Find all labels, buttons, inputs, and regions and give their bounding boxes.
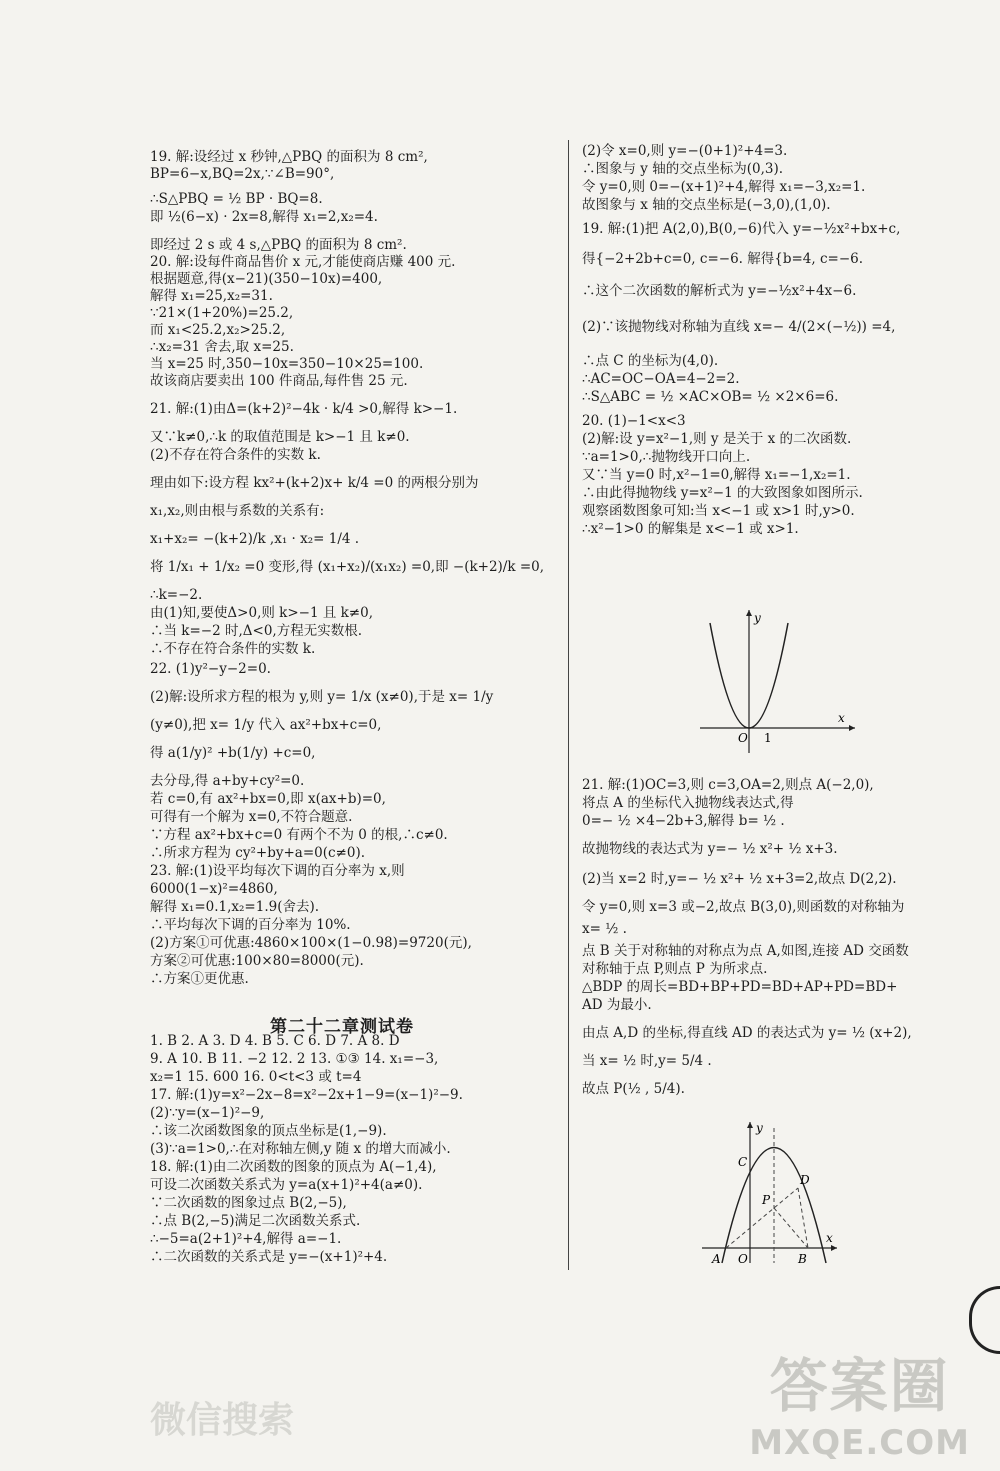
x-axis-arrow (849, 725, 855, 731)
left-lines-line: 20. 解:设每件商品售价 x 元,才能使商店赚 400 元. (150, 254, 456, 270)
test-lines-line: 可设二次函数关系式为 y=a(x+1)²+4(a≠0). (150, 1177, 423, 1193)
left-lines-line: x₁+x₂= −(k+2)/k ,x₁ · x₂= 1/4 . (150, 531, 360, 547)
x-axis-arrow (831, 1245, 837, 1251)
right-top-line: ∴这个二次函数的解析式为 y=−½x²+4x−6. (582, 283, 857, 299)
left-lines-line: BP=6−x,BQ=2x,∵∠B=90°, (150, 166, 335, 182)
test-lines-line: x₂=1 15. 600 16. 0<t<3 或 t=4 (150, 1069, 362, 1085)
test-lines-line: 9. A 10. B 11. −2 12. 2 13. ①③ 14. x₁=−3, (150, 1051, 439, 1067)
right-top-line: ∴x²−1>0 的解集是 x<−1 或 x>1. (582, 521, 799, 537)
watermark-url: MXQE.COM (749, 1423, 970, 1463)
left-lines-line: 即 ½(6−x) · 2x=8,解得 x₁=2,x₂=4. (150, 209, 378, 225)
graph-parabola-x2-minus-1 (700, 608, 860, 758)
column-divider (568, 140, 569, 1270)
x-axis-label: x (826, 1231, 833, 1245)
right-top-line: 观察函数图象可知:当 x<−1 或 x>1 时,y>0. (582, 503, 855, 519)
left-lines-line: 6000(1−x)²=4860, (150, 881, 278, 897)
test-lines-line: 18. 解:(1)由二次函数的图象的顶点为 A(−1,4), (150, 1159, 437, 1175)
left-lines-line: 得 a(1/y)² +b(1/y) +c=0, (150, 745, 316, 761)
left-lines-line: 将 1/x₁ + 1/x₂ =0 变形,得 (x₁+x₂)/(x₁x₂) =0,即 −(k+2)/k =0, (150, 559, 545, 575)
point-p-label: P (762, 1193, 771, 1207)
origin-label: O (738, 1252, 748, 1266)
test-lines-line: 17. 解:(1)y=x²−2x−8=x²−2x+1−9=(x−1)²−9. (150, 1087, 463, 1103)
left-lines-line: 19. 解:设经过 x 秒钟,△PBQ 的面积为 8 cm², (150, 149, 428, 165)
left-lines-line: 若 c=0,有 ax²+bx=0,即 x(ax+b)=0, (150, 791, 386, 807)
right-top-line: 令 y=0,则 0=−(x+1)²+4,解得 x₁=−3,x₂=1. (582, 179, 866, 195)
left-lines-line: 故该商店要卖出 100 件商品,每件售 25 元. (150, 373, 408, 389)
right-mid-line: 对称轴于点 P,则点 P 为所求点. (582, 961, 768, 977)
left-lines-line: x₁,x₂,则由根与系数的关系有: (150, 503, 325, 519)
y-axis-arrow (747, 1122, 753, 1128)
right-mid-line: 由点 A,D 的坐标,得直线 AD 的表达式为 y= ½ (x+2), (582, 1025, 912, 1041)
right-top-line: 故图象与 x 轴的交点坐标是(−3,0),(1,0). (582, 197, 831, 213)
page-corner-tab (969, 1286, 1000, 1354)
left-lines-line: 即经过 2 s 或 4 s,△PBQ 的面积为 8 cm². (150, 237, 407, 253)
test-lines-line: ∴二次函数的关系式是 y=−(x+1)²+4. (150, 1249, 388, 1265)
left-lines-line: 又∵k≠0,∴k 的取值范围是 k>−1 且 k≠0. (150, 429, 410, 445)
left-lines-line: (2)不存在符合条件的实数 k. (150, 447, 321, 463)
left-lines-line: ∴当 k=−2 时,Δ<0,方程无实数根. (150, 623, 362, 639)
right-mid-line: △BDP 的周长=BD+BP+PD=BD+AP+PD=BD+ (582, 979, 898, 995)
left-lines-line: 解得 x₁=0.1,x₂=1.9(舍去). (150, 899, 320, 915)
watermark-logo-text: 答案圈 (769, 1352, 950, 1420)
left-lines-line: ∴x₂=31 舍去,取 x=25. (150, 339, 294, 355)
right-mid-line: (2)当 x=2 时,y=− ½ x²+ ½ x+3=2,故点 D(2,2). (582, 871, 897, 887)
right-mid-line: 故抛物线的表达式为 y=− ½ x²+ ½ x+3. (582, 841, 838, 857)
left-lines-line: 22. (1)y²−y−2=0. (150, 661, 271, 677)
right-top-line: 又∵当 y=0 时,x²−1=0,解得 x₁=−1,x₂=1. (582, 467, 851, 483)
right-top-line: 19. 解:(1)把 A(2,0),B(0,−6)代入 y=−½x²+bx+c, (582, 221, 901, 237)
right-top-line: ∴由此得抛物线 y=x²−1 的大致图象如图所示. (582, 485, 863, 501)
left-lines-line: ∴k=−2. (150, 587, 203, 603)
right-top-line: (2)令 x=0,则 y=−(0+1)²+4=3. (582, 143, 788, 159)
left-lines-line: 解得 x₁=25,x₂=31. (150, 288, 273, 304)
right-top-line: ∴点 C 的坐标为(4,0). (582, 353, 719, 369)
y-axis-label: y (756, 1121, 763, 1135)
test-lines-line: ∴−5=a(2+1)²+4,解得 a=−1. (150, 1231, 342, 1247)
y-axis-label: y (754, 611, 761, 625)
point-c-label: C (738, 1155, 748, 1169)
right-top-line: ∵a=1>0,∴抛物线开口向上. (582, 449, 751, 465)
left-lines-line: ∴S△PBQ = ½ BP · BQ=8. (150, 191, 323, 207)
left-lines-line: ∴不存在符合条件的实数 k. (150, 641, 316, 657)
origin-label: O (738, 731, 748, 745)
right-mid-line: 当 x= ½ 时,y= 5/4 . (582, 1053, 712, 1069)
right-top-line: 得{−2+2b+c=0, c=−6. 解得{b=4, c=−6. (582, 251, 864, 267)
tick-one-label: 1 (764, 731, 772, 745)
test-lines-line: ∴点 B(2,−5)满足二次函数关系式. (150, 1213, 361, 1229)
test-lines-line: ∴该二次函数图象的顶点坐标是(1,−9). (150, 1123, 387, 1139)
x-axis-label: x (838, 711, 845, 725)
left-lines-line: (2)解:设所求方程的根为 y,则 y= 1/x (x≠0),于是 x= 1/y (150, 689, 494, 705)
point-d-label: D (800, 1173, 810, 1187)
left-lines-line: 由(1)知,要使Δ>0,则 k>−1 且 k≠0, (150, 605, 373, 621)
left-lines-line: 当 x=25 时,350−10x=350−10×25=100. (150, 356, 424, 372)
left-lines-line: 23. 解:(1)设平均每次下调的百分率为 x,则 (150, 863, 405, 879)
left-lines-line: ∵方程 ax²+bx+c=0 有两个不为 0 的根,∴c≠0. (150, 827, 448, 843)
faded-stamp-text: 微信搜索 (150, 1399, 295, 1441)
left-lines-line: 21. 解:(1)由Δ=(k+2)²−4k · k/4 >0,解得 k>−1. (150, 401, 458, 417)
point-b-label: B (798, 1252, 807, 1266)
right-top-line: (2)解:设 y=x²−1,则 y 是关于 x 的二次函数. (582, 431, 852, 447)
left-lines-line: 而 x₁<25.2,x₂>25.2, (150, 322, 286, 338)
right-top-line: ∴图象与 y 轴的交点坐标为(0,3). (582, 161, 784, 177)
right-mid-line: 点 B 关于对称轴的对称点为点 A,如图,连接 AD 交函数 (582, 943, 909, 959)
right-mid-line: 0=− ½ ×4−2b+3,解得 b= ½ . (582, 813, 785, 829)
right-top-line: 20. (1)−1<x<3 (582, 413, 686, 429)
right-mid-line: 令 y=0,则 x=3 或−2,故点 B(3,0),则函数的对称轴为 (582, 899, 905, 915)
left-lines-line: 理由如下:设方程 kx²+(k+2)x+ k/4 =0 的两根分别为 (150, 475, 479, 491)
right-mid-line: x= ½ . (582, 921, 627, 937)
right-mid-line: 将点 A 的坐标代入抛物线表达式,得 (582, 795, 794, 811)
left-lines-line: (y≠0),把 x= 1/y 代入 ax²+bx+c=0, (150, 717, 382, 733)
test-lines-line: ∵二次函数的图象过点 B(2,−5), (150, 1195, 347, 1211)
left-lines-line: ∴平均每次下调的百分率为 10%. (150, 917, 351, 933)
left-lines-line: 去分母,得 a+by+cy²=0. (150, 773, 305, 789)
right-mid-line: AD 为最小. (582, 997, 652, 1013)
right-top-line: ∴S△ABC = ½ ×AC×OB= ½ ×2×6=6. (582, 389, 839, 405)
left-lines-line: 可得有一个解为 x=0,不符合题意. (150, 809, 353, 825)
chapter-title: 第二十二章测试卷 (270, 1017, 414, 1037)
right-mid-line: 21. 解:(1)OC=3,则 c=3,OA=2,则点 A(−2,0), (582, 777, 874, 793)
test-lines-line: (2)∵y=(x−1)²−9, (150, 1105, 265, 1121)
watermark (749, 1339, 970, 1463)
line-db (798, 1188, 808, 1248)
point-a-label: A (712, 1252, 721, 1266)
left-lines-line: 方案②可优惠:100×80=8000(元). (150, 953, 364, 969)
test-lines-line: 1. B 2. A 3. D 4. B 5. C 6. D 7. A 8. D (150, 1033, 400, 1049)
line-pb (774, 1208, 808, 1248)
right-top-line: (2)∵该抛物线对称轴为直线 x=− 4/(2×(−½)) =4, (582, 319, 896, 335)
right-top-line: ∴AC=OC−OA=4−2=2. (582, 371, 740, 387)
left-lines-line: 根据题意,得(x−21)(350−10x)=400, (150, 271, 383, 287)
left-lines-line: ∴方案①更优惠. (150, 971, 249, 987)
left-lines-line: ∵21×(1+20%)=25.2, (150, 305, 294, 321)
test-lines-line: (3)∵a=1>0,∴在对称轴左侧,y 随 x 的增大而减小. (150, 1141, 451, 1157)
y-axis-arrow (746, 610, 752, 616)
graph-parabola-with-points (702, 1118, 842, 1268)
right-mid-line: 故点 P(½ , 5/4). (582, 1081, 685, 1097)
left-lines-line: (2)方案①可优惠:4860×100×(1−0.98)=9720(元), (150, 935, 472, 951)
left-lines-line: ∴所求方程为 cy²+by+a=0(c≠0). (150, 845, 366, 861)
